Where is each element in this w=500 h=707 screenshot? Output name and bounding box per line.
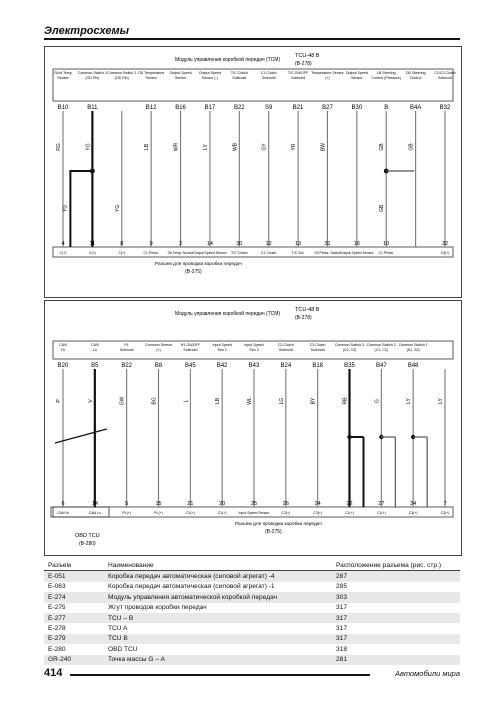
wire-color-code: RB <box>342 397 349 405</box>
component-name: TCU – B <box>104 613 332 623</box>
pin-function-label: Solenoid <box>291 76 306 80</box>
wire-color-code: P <box>56 399 62 403</box>
wire-color-code: GB <box>379 143 386 151</box>
pin-function-label: Input Speed <box>212 343 232 347</box>
pin-number: B35 <box>344 363 355 369</box>
terminal-number: 9 <box>149 241 153 247</box>
pin-function-label: Common Switch 2 <box>107 71 137 75</box>
obd-ref: (B-280) <box>79 541 96 547</box>
pin-function-label: Common Switch 1 <box>77 71 107 75</box>
wiring-diagram-1 <box>44 46 462 298</box>
terminal-label: C(+) <box>59 251 67 255</box>
terminal-number: 24 <box>314 501 321 507</box>
pin-number: B21 <box>292 105 304 111</box>
page-location: 303 <box>332 592 460 602</box>
page-footer <box>44 667 460 681</box>
terminal-number: 7 <box>443 501 447 507</box>
pin-function-label: C3 Clutch <box>309 343 326 347</box>
pin-number: B16 <box>175 105 186 111</box>
table-row <box>44 603 460 613</box>
pin-number: B45 <box>184 363 196 369</box>
pin-function-label: Lo <box>92 348 97 352</box>
wire-color-code: GB <box>408 143 415 151</box>
page-location: 317 <box>332 634 460 644</box>
terminal-label: C1 Clutch <box>261 251 277 255</box>
pin-function-label: Output Speed <box>169 71 192 75</box>
diagram-2-svg <box>45 301 461 555</box>
terminal-number: 34 <box>410 501 417 507</box>
wire-color-code: YG <box>62 204 69 212</box>
terminal-number: 12 <box>265 241 272 247</box>
terminal-number: 32 <box>441 241 449 247</box>
page-location: 285 <box>336 583 348 591</box>
terminal-label: C3(+) <box>313 511 323 515</box>
terminal-label: Output Speed Sensor <box>340 251 374 255</box>
terminal-label: C(+) <box>118 251 126 255</box>
terminal-label: C3(+) <box>440 511 450 515</box>
component-name: Точка массы G – A <box>104 655 332 665</box>
terminal-label: C3(+) <box>408 511 418 515</box>
wire-color-code: V <box>87 399 94 403</box>
pin-number: B24 <box>280 363 292 369</box>
table-row <box>44 644 460 654</box>
col-header-connector: Разъем <box>44 560 104 571</box>
pin-function-label: Control (Pressure) <box>371 76 401 80</box>
footer-rule <box>70 674 370 676</box>
terminal-label: C1(+) <box>376 511 386 515</box>
page-location: 317 <box>332 613 460 623</box>
module-label: Модуль управления коробкой передач (TCM) <box>175 311 281 317</box>
diagram-1-svg <box>45 47 461 297</box>
terminal-number: 16 <box>353 241 360 247</box>
pin-function-label: (OD Pin) <box>85 76 100 80</box>
terminal-label: CAN Lo <box>88 511 101 515</box>
module-label: Модуль управления коробкой передач (TCM) <box>175 57 281 63</box>
pin-number: B17 <box>204 105 216 111</box>
wire-color-code: LY <box>406 398 413 404</box>
pin-number: B11 <box>87 105 98 111</box>
pin-number: B12 <box>145 105 157 111</box>
pin-function-label: (+) <box>156 348 161 352</box>
pin-function-label: Sensor (-) <box>201 76 218 80</box>
pin-function-label: C1 Clutch <box>260 71 277 75</box>
component-name: Жгут проводов коробки передач <box>108 604 207 612</box>
pin-number: B48 <box>407 363 419 369</box>
connector-code: E-275 <box>48 604 66 612</box>
pin-function-label: (+) <box>325 76 330 80</box>
module-code: TCU-48 B <box>295 53 320 59</box>
terminal-label: C1 Press. <box>378 251 394 255</box>
wire-color-code: WB <box>232 142 239 152</box>
page-number: 414 <box>44 667 63 679</box>
publisher-brand: Автомобили мира <box>394 669 460 678</box>
pin-function-label: Common Switch 1 <box>398 343 428 347</box>
table-row <box>44 592 460 602</box>
pin-function-label: Output Speed <box>345 71 368 75</box>
component-name: OBD TCU <box>108 645 138 653</box>
pin-function-label: OD Temperature <box>137 71 165 75</box>
pin-function-label: (C2, C2) <box>342 348 357 352</box>
pin-function-label: Sensor <box>145 76 157 80</box>
connector-code: E-279 <box>44 634 104 644</box>
pin-number: B20 <box>57 363 69 369</box>
terminal-number: 4 <box>61 241 65 247</box>
pin-function-label: Sen 2 <box>249 348 259 352</box>
wire-color-code: GY <box>261 143 268 151</box>
col-header-name: Наименование <box>104 560 332 571</box>
terminal-label: Oil Press. Switch <box>314 251 341 255</box>
pin-function-label: CAN <box>59 343 67 347</box>
pin-function-label: (C1, C2) <box>374 348 389 352</box>
pin-number: B8 <box>154 363 163 369</box>
pin-function-label: Common Switch 3 <box>334 343 365 347</box>
terminal-number: 31 <box>324 241 331 247</box>
pin-function-label: CAN <box>91 343 99 347</box>
pin-number: B43 <box>248 363 260 369</box>
terminal-label: C1(+) <box>185 511 195 515</box>
pin-function-label: Sensor <box>351 76 363 80</box>
page-header <box>44 24 460 40</box>
wire-color-code: YR <box>291 143 298 151</box>
terminal-label: C3(+) <box>440 251 450 255</box>
wire-color-code: LB <box>215 397 222 405</box>
pin-number: B22 <box>233 105 245 111</box>
wire-color-code: GB <box>379 204 386 212</box>
connector-code: E-280 <box>48 645 66 653</box>
harness-label: Разъем для проводки коробки передач <box>155 262 242 267</box>
pin-function-label: Output Speed <box>198 71 222 75</box>
pin-function-label: Input Speed <box>244 343 264 347</box>
pin-function-label: Solenoid <box>119 348 134 352</box>
component-name: Коробка передач автоматическая (силовой агрегат) -4 <box>104 571 332 582</box>
pin-function-label: Sensor <box>174 76 187 80</box>
terminal-label: CAN Hi <box>57 511 69 515</box>
wire-color-code: WL <box>247 397 253 405</box>
wire-color-code: LG <box>278 397 285 405</box>
terminal-number: 8 <box>120 241 124 247</box>
pin-function-label: Common Sensor <box>145 343 172 347</box>
component-name: Модуль управления автоматической коробкой передач <box>104 592 332 602</box>
module-ref: (B-278) <box>295 315 312 321</box>
connector-code: GR-240 <box>44 655 104 665</box>
terminal-number: 22 <box>346 501 353 507</box>
pin-number: B42 <box>216 363 228 369</box>
wire-color-code: G <box>374 399 381 403</box>
wire-color-code: LY <box>438 398 444 404</box>
wire-color-code: L <box>183 399 190 403</box>
terminal-label: C2(+) <box>281 511 291 515</box>
wiring-diagram-2 <box>44 300 462 556</box>
pin-number: B4A <box>409 105 422 111</box>
pin-number: B30 <box>351 105 363 111</box>
pin-function-label: Sensor <box>57 76 69 80</box>
pin-function-label: Solenoid <box>310 348 325 352</box>
pin-function-label: Solenoid <box>261 76 276 80</box>
wire-color-code: BW <box>320 142 327 152</box>
component-name: TCU B <box>104 634 332 644</box>
terminal-label: PL(+) <box>154 511 163 515</box>
pin-function-label: OD Steering <box>405 71 426 75</box>
table-row <box>44 623 460 633</box>
pin-number: B27 <box>322 105 333 111</box>
pin-number: B5 <box>91 363 99 369</box>
harness-ref: (B-275) <box>185 269 202 275</box>
pin-function-label: Common Switch 2 <box>366 343 396 347</box>
table-header-row <box>44 560 460 571</box>
connector-code: E-277 <box>44 613 104 623</box>
harness-label: Разъем для проводки коробки передач <box>235 522 322 527</box>
wire-color-code: LB <box>144 143 151 151</box>
pin-function-label: (S1, S2) <box>406 348 420 352</box>
col-header-location: Расположение разъема (рис. стр.) <box>332 560 460 571</box>
splice-wire <box>70 171 92 247</box>
terminal-label: C1(+) <box>345 511 354 515</box>
obd-label: OBD TCU <box>75 533 100 539</box>
component-name: Коробка передач автоматическая (силовой агрегат) -1 <box>108 583 275 591</box>
table-row <box>44 571 460 582</box>
page-location: 317 <box>336 604 348 612</box>
terminal-number: 26 <box>282 501 289 507</box>
connector-code: E-274 <box>44 592 104 602</box>
terminal-label: C1(+) <box>217 511 227 515</box>
pin-number: B <box>384 105 389 111</box>
terminal-number: 14 <box>91 501 98 507</box>
terminal-number: 25 <box>250 501 258 507</box>
terminal-label: T/C Clutch <box>231 251 248 255</box>
pin-function-label: (OD Pin) <box>114 76 129 80</box>
pin-function-label: LB Steering <box>376 71 396 75</box>
connector-code: E-063 <box>48 583 66 591</box>
pin-function-label: Fluid Temp <box>54 71 72 75</box>
wire-color-code: GW <box>119 396 126 406</box>
page-location: 287 <box>332 571 460 582</box>
terminal-label: C1 Press. <box>143 251 159 255</box>
page-location: 281 <box>332 655 460 665</box>
table-row <box>44 582 460 592</box>
terminal-number: 27 <box>378 501 385 507</box>
terminal-label: PL(+) <box>122 511 131 515</box>
terminal-label: T/C Sol. <box>291 251 305 255</box>
pin-function-label: Solenoid <box>232 76 247 80</box>
pin-number: B18 <box>312 363 324 369</box>
terminal-number: 2 <box>179 241 183 247</box>
terminal-number: 5 <box>125 501 129 507</box>
pin-function-label: Temperature Sensor <box>311 71 344 75</box>
header-rule <box>44 38 460 40</box>
terminal-number: 21 <box>187 501 194 507</box>
connector-code: E-278 <box>48 625 66 633</box>
component-name: TCU A <box>108 625 128 633</box>
pin-function-label: Solenoid <box>183 348 198 352</box>
wire-color-code: YG <box>114 204 121 212</box>
pin-function-label: T/C Clutch <box>230 71 248 75</box>
pin-function-label: Hi <box>61 348 65 352</box>
wire-color-code: WR <box>173 142 180 152</box>
table-row <box>44 613 460 623</box>
harness-ref: (B-275) <box>265 529 282 535</box>
pin-number: B32 <box>439 105 451 111</box>
pin-number: B22 <box>121 363 133 369</box>
terminal-number: 10 <box>383 241 390 247</box>
pin-function-label: Solenoid <box>278 348 293 352</box>
wire-color-code: YG <box>85 143 92 151</box>
pin-function-label: C1/C2 Clutch <box>434 71 456 75</box>
wire-color-code: RG <box>56 143 62 151</box>
pin-function-label: T/C ON/OFF <box>287 71 309 75</box>
module-code: TCU-48 B <box>295 307 320 313</box>
terminal-label: Oil Temp Sensor <box>167 251 194 255</box>
terminal-number: 6 <box>61 501 65 507</box>
section-title: Электросхемы <box>44 25 129 37</box>
pin-number: B47 <box>375 363 387 369</box>
pin-number: S9 <box>265 105 273 111</box>
pin-function-label: C2 Clutch <box>277 343 294 347</box>
terminal-label: Input Speed Sensor <box>238 511 270 515</box>
wire-color-code: BY <box>310 397 317 405</box>
pin-function-label: Control <box>409 76 422 80</box>
pin-function-label: N1 ON/OFF <box>180 343 200 347</box>
terminal-number: 13 <box>295 241 302 247</box>
table-row <box>44 634 460 644</box>
module-ref: (B-278) <box>295 61 312 67</box>
pin-function-label: Solenoid <box>438 76 452 80</box>
splice-dot <box>90 169 95 174</box>
terminal-label: C(+) <box>88 251 96 255</box>
terminal-number: 20 <box>219 501 226 507</box>
terminal-number: 11 <box>89 241 96 247</box>
pin-function-label: PL <box>124 343 129 347</box>
pin-number: B10 <box>57 105 69 111</box>
terminal-number: 15 <box>155 501 162 507</box>
terminal-number: 30 <box>236 241 243 247</box>
terminal-label: Output Speed Sensor <box>193 251 227 255</box>
table-row <box>44 655 460 665</box>
pin-function-label: Sen 1 <box>217 348 227 352</box>
wire-color-code: LY <box>202 144 209 150</box>
connector-table <box>44 560 460 665</box>
terminal-number: 14 <box>206 241 213 247</box>
connector-code: E-051 <box>44 571 104 582</box>
page-location: 318 <box>336 645 348 653</box>
page-location: 317 <box>336 625 348 633</box>
wire-color-code: BG <box>151 397 158 405</box>
